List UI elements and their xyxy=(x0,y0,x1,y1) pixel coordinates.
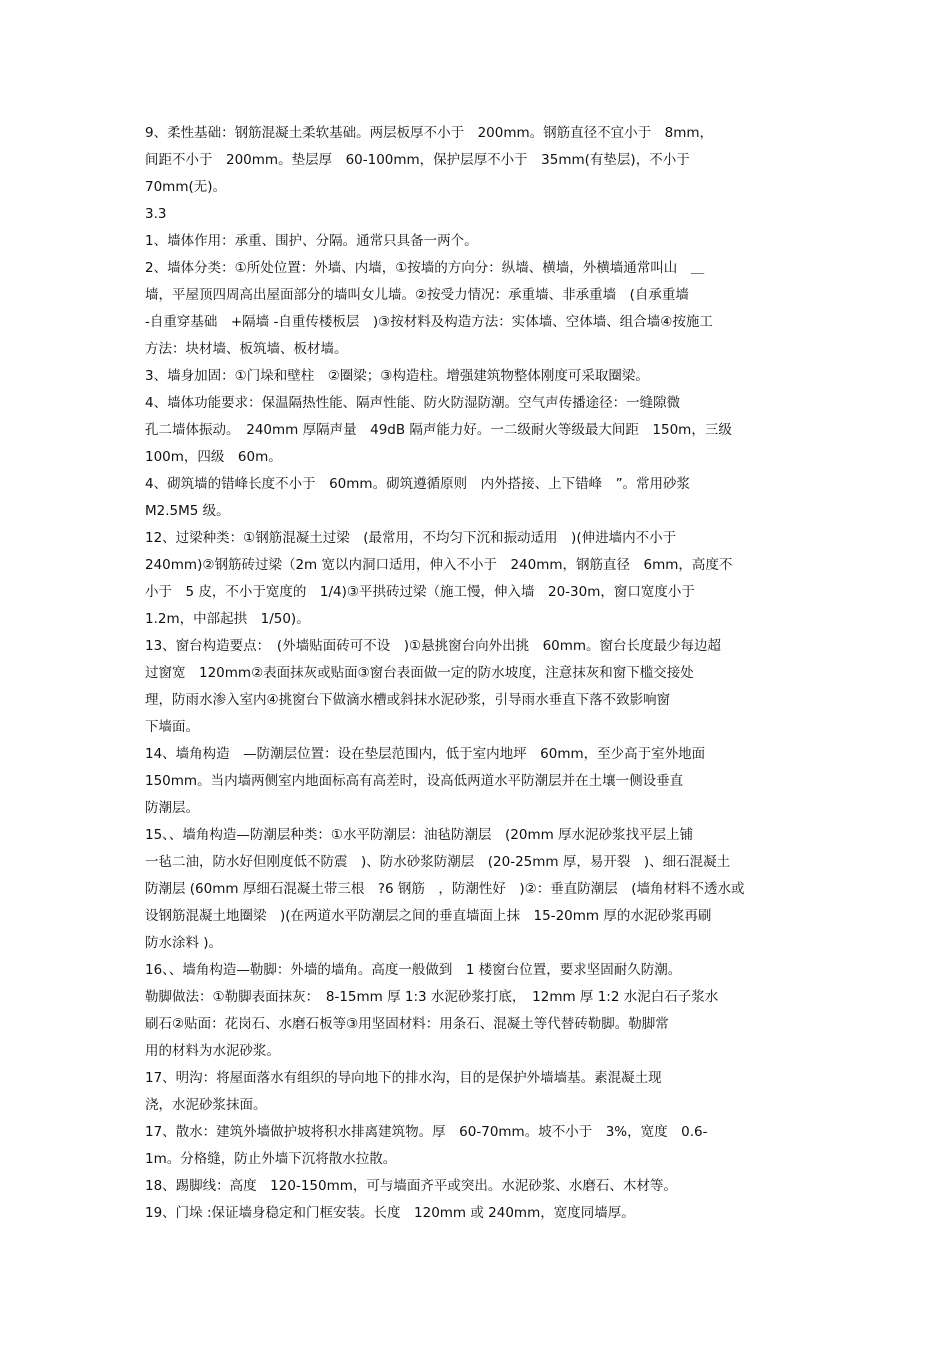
text-line: 14、墙角构造 —防潮层位置：设在垫层范围内，低于室内地坪 60mm，至少高于室外地面 xyxy=(145,746,706,762)
text-line: 小于 5 皮，不小于宽度的 1/4)③平拱砖过梁（施工慢，伸入墙 20-30m，窗口宽度小于 xyxy=(145,584,695,600)
text-line: M2.5M5 级。 xyxy=(145,503,230,519)
text-line: 间距不小于 200mm。垫层厚 60-100mm，保护层厚不小于 35mm(有垫层)，不小于 xyxy=(145,152,690,168)
text-line: 防潮层。 xyxy=(145,800,199,816)
text-line: 下墙面。 xyxy=(145,719,199,735)
text-line: 2、墙体分类：①所处位置：外墙、内墙，①按墙的方向分：纵墙、横墙，外横墙通常叫山 ＿ xyxy=(145,260,705,276)
text-line: 方法：块材墙、板筑墙、板材墙。 xyxy=(145,341,348,357)
text-line: 理，防雨水渗入室内④挑窗台下做滴水槽或斜抹水泥砂浆，引导雨水垂直下落不致影响窗 xyxy=(145,692,671,708)
text-line: 240mm)②钢筋砖过梁（2m 宽以内洞口适用，伸入不小于 240mm，钢筋直径 6mm，高度不 xyxy=(145,557,733,573)
text-line: 一毡二油，防水好但刚度低不防震 )、防水砂浆防潮层 (20-25mm 厚，易开裂 )、细石混凝土 xyxy=(145,854,731,870)
text-line: 勒脚做法：①勒脚表面抹灰： 8-15mm 厚 1:3 水泥砂浆打底， 12mm 厚 1:2 水泥白石子浆水 xyxy=(145,989,719,1005)
text-line: 15、、墙角构造—防潮层种类：①水平防潮层：油毡防潮层 (20mm 厚水泥砂浆找平层上铺 xyxy=(145,827,694,843)
text-line: 18、踢脚线：高度 120-150mm，可与墙面齐平或突出。水泥砂浆、水磨石、木材等。 xyxy=(145,1178,677,1194)
text-line: 设钢筋混凝土地圈梁 )(在两道水平防潮层之间的垂直墙面上抹 15-20mm 厚的水泥砂浆再刷 xyxy=(145,908,712,924)
text-line: 用的材料为水泥砂浆。 xyxy=(145,1043,280,1059)
text-line: 150mm。当内墙两侧室内地面标高有高差时，设高低两道水平防潮层并在土壤一侧设垂直 xyxy=(145,773,684,789)
document-page xyxy=(145,120,810,1227)
text-line: 刷石②贴面：花岗石、水磨石板等③用坚固材料：用条石、混凝土等代替砖勒脚。勒脚常 xyxy=(145,1016,669,1032)
text-line: 4、砌筑墙的错峰长度不小于 60mm。砌筑遵循原则 内外搭接、上下错峰 ”。常用砂浆 xyxy=(145,476,691,492)
text-line: -自重穿基础 +隔墙 -自重传楼板层 )③按材料及构造方法：实体墙、空体墙、组合墙④按施工 xyxy=(145,314,713,330)
text-line: 1、墙体作用：承重、围护、分隔。通常只具备一两个。 xyxy=(145,233,478,249)
text-line: 16、、墙角构造—勒脚：外墙的墙角。高度一般做到 1 楼窗台位置，要求坚固耐久防潮。 xyxy=(145,962,682,978)
text-line: 墙，平屋顶四周高出屋面部分的墙叫女儿墙。②按受力情况：承重墙、非承重墙 (自承重墙 xyxy=(145,287,689,303)
text-line: 17、明沟：将屋面落水有组织的导向地下的排水沟，目的是保护外墙墙基。素混凝土现 xyxy=(145,1070,662,1086)
text-line: 17、散水：建筑外墙做护坡将积水排离建筑物。厚 60-70mm。坡不小于 3%，宽度 0.6- xyxy=(145,1124,708,1140)
text-line: 3、墙身加固：①门垛和壁柱 ②圈梁；③构造柱。增强建筑物整体刚度可采取圈梁。 xyxy=(145,368,649,384)
text-line: 19、门垛 :保证墙身稳定和门框安装。长度 120mm 或 240mm，宽度同墙厚。 xyxy=(145,1205,635,1221)
text-line: 过窗宽 120mm②表面抹灰或贴面③窗台表面做一定的防水坡度，注意抹灰和窗下槛交接处 xyxy=(145,665,694,681)
text-line: 13、窗台构造要点： (外墙贴面砖可不设 )①悬挑窗台向外出挑 60mm。窗台长度最少每边超 xyxy=(145,638,722,654)
text-line: 防潮层 (60mm 厚细石混凝土带三根 ?6 钢筋 ，防潮性好 )②：垂直防潮层 (墙角材料不透水或 xyxy=(145,881,745,897)
text-line: 浇，水泥砂浆抹面。 xyxy=(145,1097,267,1113)
text-line: 4、墙体功能要求：保温隔热性能、隔声性能、防火防湿防潮。空气声传播途径：一缝隙微 xyxy=(145,395,681,411)
text-line: 3.3 xyxy=(145,206,167,222)
text-line: 12、过梁种类：①钢筋混凝土过梁 (最常用，不均匀下沉和振动适用 )(伸进墙内不小于 xyxy=(145,530,677,546)
text-line: 9、柔性基础：钢筋混凝土柔软基础。两层板厚不小于 200mm。钢筋直径不宜小于 8mm， xyxy=(145,125,714,141)
text-line: 孔二墙体振动。 240mm 厚隔声量 49dB 隔声能力好。一二级耐火等级最大间距 150m，三级 xyxy=(145,422,732,438)
text-line: 防水涂料 )。 xyxy=(145,935,223,951)
text-line: 1.2m，中部起拱 1/50)。 xyxy=(145,611,310,627)
text-line: 1m。分格缝，防止外墙下沉将散水拉散。 xyxy=(145,1151,397,1167)
text-line: 70mm(无)。 xyxy=(145,179,227,195)
text-line: 100m，四级 60m。 xyxy=(145,449,282,465)
